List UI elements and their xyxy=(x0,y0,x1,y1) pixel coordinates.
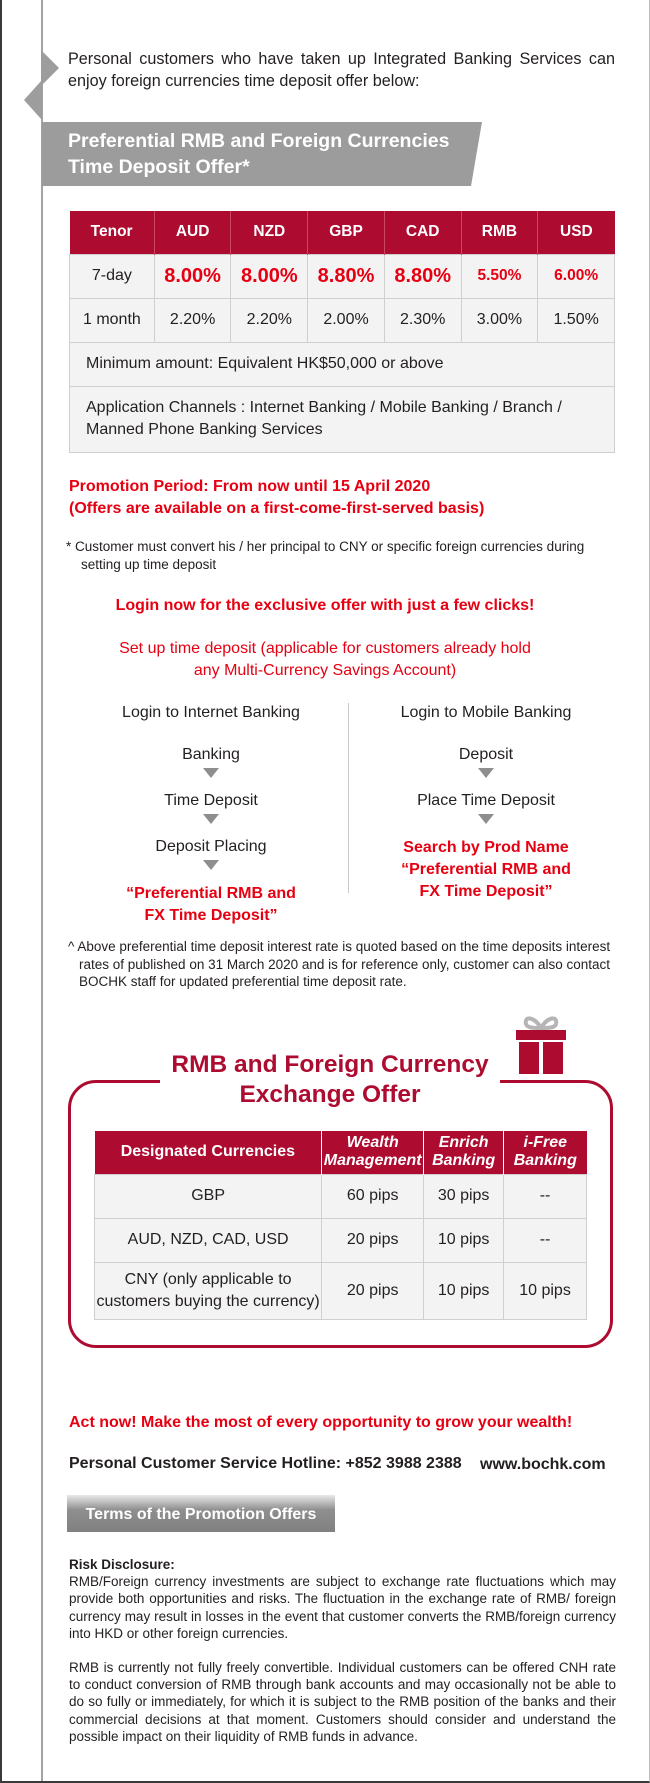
tenor-cell: 7-day xyxy=(70,254,155,298)
arrow-right-decoration-icon xyxy=(41,50,59,86)
website-link[interactable]: www.bochk.com xyxy=(480,1456,606,1473)
banner-title-line1: Preferential RMB and Foreign Currencies xyxy=(68,130,450,152)
fx-offer-table xyxy=(94,1131,587,1320)
banner-title-line2: Time Deposit Offer* xyxy=(68,156,250,178)
down-triangle-icon xyxy=(478,814,494,824)
setup-line1: Set up time deposit (applicable for customers already hold xyxy=(119,640,531,657)
step-item: Banking xyxy=(182,746,240,763)
mobile-banking-head: Login to Mobile Banking xyxy=(400,704,572,721)
table-row xyxy=(95,1174,587,1218)
promotion-period xyxy=(69,476,484,520)
step-item: Time Deposit xyxy=(164,792,258,809)
rate-cell: 6.00% xyxy=(538,254,615,298)
header-line: i-Free xyxy=(523,1134,568,1152)
steps-divider xyxy=(348,703,349,893)
mobile-banking-steps xyxy=(361,702,611,903)
risk-disclosure xyxy=(69,1556,616,1745)
header-line: Banking xyxy=(432,1152,496,1170)
currency-cell: GBP xyxy=(95,1174,322,1218)
step-item: Place Time Deposit xyxy=(417,792,555,809)
decorative-vertical-line xyxy=(41,0,43,1781)
rate-cell: 5.50% xyxy=(461,254,538,298)
table-header-row xyxy=(70,211,615,254)
terms-button[interactable]: Terms of the Promotion Offers xyxy=(67,1495,335,1532)
down-triangle-icon xyxy=(203,860,219,870)
table-row xyxy=(95,1262,587,1319)
enrich-cell: 30 pips xyxy=(424,1174,504,1218)
setup-instructions xyxy=(0,638,650,682)
header-gbp: GBP xyxy=(308,211,385,254)
ifree-cell: 10 pips xyxy=(504,1262,587,1319)
rate-cell: 3.00% xyxy=(461,298,538,342)
step-item: Deposit Placing xyxy=(155,838,267,855)
table-row xyxy=(70,254,615,298)
currency-cell xyxy=(95,1262,322,1319)
currency-line1: CNY (only applicable to xyxy=(124,1270,292,1288)
table-row xyxy=(70,386,615,452)
header-enrich-banking xyxy=(424,1131,504,1174)
header-tenor: Tenor xyxy=(70,211,155,254)
header-designated-currencies: Designated Currencies xyxy=(95,1131,322,1174)
application-channels-cell xyxy=(70,386,615,452)
caret-footnote: ^ Above preferential time deposit interest rate is quoted based on the time deposits interest rates of published on 31 March 2020 and is for reference only, customer can also contact BOCHK staff for updated preferential time deposit rate. xyxy=(68,939,611,989)
table-row xyxy=(70,342,615,386)
ifree-cell: -- xyxy=(504,1218,587,1262)
internet-banking-steps xyxy=(86,702,336,927)
rate-cell: 2.30% xyxy=(384,298,461,342)
star-footnote: * Customer must convert his / her principal to CNY or specific foreign currencies during setting up time deposit xyxy=(66,539,585,572)
table-header-row xyxy=(95,1131,587,1174)
rate-cell: 1.50% xyxy=(538,298,615,342)
rate-cell: 8.80% xyxy=(308,254,385,298)
channels-line2: Manned Phone Banking Services xyxy=(86,421,323,438)
header-rmb: RMB xyxy=(461,211,538,254)
mobile-final-step xyxy=(361,837,611,903)
fx-title-line2: Exchange Offer xyxy=(239,1081,421,1108)
wealth-cell: 60 pips xyxy=(322,1174,424,1218)
header-line: Management xyxy=(323,1152,422,1170)
enrich-cell: 10 pips xyxy=(424,1218,504,1262)
arrow-left-decoration-icon xyxy=(24,80,42,120)
hotline-text: Personal Customer Service Hotline: +852 3988 2388 xyxy=(69,1455,462,1472)
down-triangle-icon xyxy=(203,814,219,824)
ifree-cell: -- xyxy=(504,1174,587,1218)
intro-text: Personal customers who have taken up Integrated Banking Services can enjoy foreign currencies time deposit offer below: xyxy=(68,50,615,90)
section-banner-title xyxy=(68,128,488,180)
channels-line1: Application Channels : Internet Banking / Mobile Banking / Branch / xyxy=(86,399,562,416)
promotion-basis-text: (Offers are available on a first-come-first-served basis) xyxy=(69,500,485,517)
rate-cell: 2.00% xyxy=(308,298,385,342)
login-cta: Login now for the exclusive offer with just a few clicks! xyxy=(115,597,535,614)
rate-cell: 8.00% xyxy=(154,254,231,298)
currency-line2: customers buying the currency) xyxy=(96,1292,320,1310)
rate-cell: 8.80% xyxy=(384,254,461,298)
currency-cell: AUD, NZD, CAD, USD xyxy=(95,1218,322,1262)
fx-offer-title xyxy=(145,1050,515,1110)
final-step-line2: “Preferential RMB and xyxy=(401,861,571,878)
final-step-line1: “Preferential RMB and xyxy=(126,885,296,902)
header-line: Enrich xyxy=(438,1134,489,1152)
header-cad: CAD xyxy=(384,211,461,254)
act-now-text: Act now! Make the most of every opportunity to grow your wealth! xyxy=(69,1414,573,1431)
internet-banking-head: Login to Internet Banking xyxy=(122,704,300,721)
final-step-line2: FX Time Deposit” xyxy=(144,907,278,924)
header-line: Wealth xyxy=(346,1134,399,1152)
rate-cell: 8.00% xyxy=(231,254,308,298)
header-ifree-banking xyxy=(504,1131,587,1174)
wealth-cell: 20 pips xyxy=(322,1262,424,1319)
header-usd: USD xyxy=(538,211,615,254)
risk-paragraph-2: RMB is currently not fully freely convertible. Individual customers can be offered CNH rate to conduct conversion of RMB through bank accounts and may occasionally not be able to do so fully or immediately, for which it is subject to the RMB position of the banks and their commercial decisions at that moment. Customers should consider and understand the possible impact on their liquidity of RMB funds in advance. xyxy=(69,1660,616,1744)
risk-title: Risk Disclosure: xyxy=(69,1557,175,1572)
wealth-cell: 20 pips xyxy=(322,1218,424,1262)
promotion-period-text: Promotion Period: From now until 15 April 2020 xyxy=(69,478,431,495)
enrich-cell: 10 pips xyxy=(424,1262,504,1319)
rate-cell: 2.20% xyxy=(154,298,231,342)
tenor-cell: 1 month xyxy=(70,298,155,342)
down-triangle-icon xyxy=(203,768,219,778)
setup-line2: any Multi-Currency Savings Account) xyxy=(193,662,457,679)
internet-final-step xyxy=(86,883,336,927)
table-row xyxy=(95,1218,587,1262)
header-nzd: NZD xyxy=(231,211,308,254)
risk-paragraph-1: RMB/Foreign currency investments are subject to exchange rate fluctuations which may provide both opportunities and risks. The fluctuation in the exchange rate of RMB/ foreign currency may result in losses in the event that customer converts the RMB/foreign currency into HKD or other foreign currencies. xyxy=(69,1574,616,1641)
final-step-line1: Search by Prod Name xyxy=(403,839,569,856)
header-aud: AUD xyxy=(154,211,231,254)
final-step-line3: FX Time Deposit” xyxy=(419,883,553,900)
minimum-amount-cell: Minimum amount: Equivalent HK$50,000 or above xyxy=(70,342,615,386)
gift-icon xyxy=(514,1014,568,1076)
header-line: Banking xyxy=(513,1152,577,1170)
down-triangle-icon xyxy=(478,768,494,778)
rate-cell: 2.20% xyxy=(231,298,308,342)
step-item: Deposit xyxy=(458,746,514,763)
header-wealth-management xyxy=(322,1131,424,1174)
fx-title-line1: RMB and Foreign Currency xyxy=(171,1051,489,1078)
table-row xyxy=(70,298,615,342)
time-deposit-rates-table xyxy=(69,211,615,453)
